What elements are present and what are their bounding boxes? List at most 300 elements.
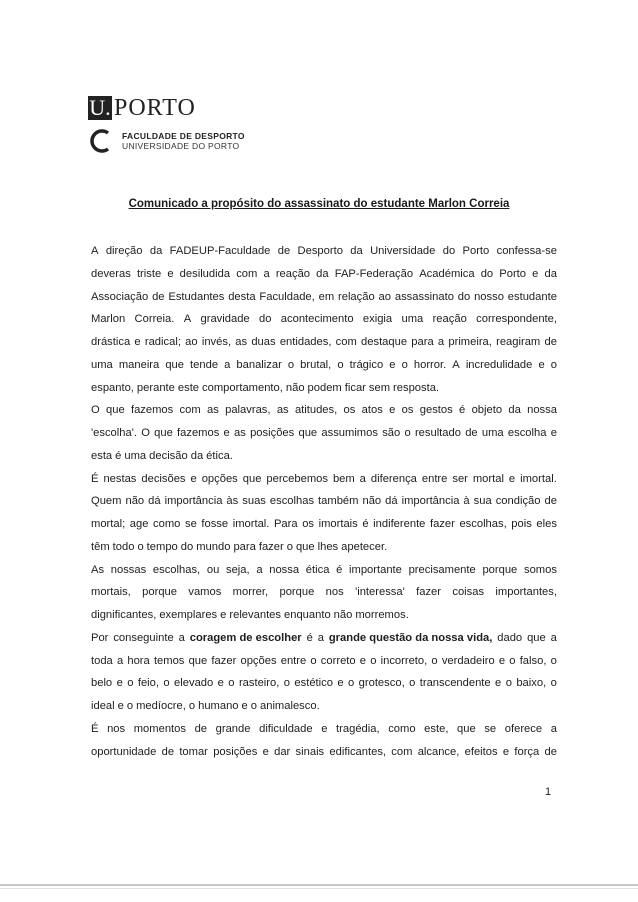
word: os xyxy=(401,404,414,417)
word: eles xyxy=(536,518,557,530)
word: suas xyxy=(242,495,266,508)
word: e xyxy=(532,267,539,280)
text-line xyxy=(91,286,557,309)
word: assumimos xyxy=(321,427,378,439)
word: e xyxy=(134,336,141,348)
word: sem xyxy=(368,381,391,394)
word: acontecimento xyxy=(280,313,354,326)
word: exigia xyxy=(362,313,393,326)
text-line xyxy=(91,672,557,695)
word: podem xyxy=(307,381,342,394)
word: dignificantes, xyxy=(91,609,157,621)
word: escolhas, xyxy=(459,518,507,530)
word: decisões xyxy=(141,472,186,485)
word: elevado xyxy=(174,677,214,690)
word: opções xyxy=(240,654,277,667)
word: que xyxy=(154,427,173,439)
word: e xyxy=(337,677,344,690)
word: é xyxy=(362,518,369,530)
word: correto xyxy=(320,654,356,667)
word: as xyxy=(276,404,289,417)
word: a xyxy=(550,631,557,644)
word: relevantes xyxy=(229,609,281,621)
word: escolhas, xyxy=(152,563,201,576)
word: nos xyxy=(107,722,126,735)
word: triste xyxy=(136,267,162,280)
word: e xyxy=(241,700,248,712)
word: uma xyxy=(401,313,424,326)
word: trágico xyxy=(349,358,384,371)
word: as xyxy=(235,336,248,348)
word: gestos xyxy=(419,404,453,417)
word: Marlon xyxy=(91,313,126,326)
logo-wordmark: PORTO xyxy=(114,95,196,121)
word: se xyxy=(184,518,197,530)
word: se xyxy=(484,722,497,735)
word: duas xyxy=(251,336,276,348)
word: resultado xyxy=(414,427,461,439)
word: baixo, xyxy=(516,677,547,690)
text-line xyxy=(91,240,557,263)
word: as xyxy=(234,427,246,439)
word: o xyxy=(287,358,295,371)
word: 'escolha'. xyxy=(91,427,137,439)
word: não xyxy=(285,381,305,394)
word: e xyxy=(359,654,367,667)
word: imortal. xyxy=(232,518,270,530)
word: com xyxy=(236,267,258,280)
word: A xyxy=(91,245,99,257)
word: que xyxy=(295,540,315,553)
word: Académica xyxy=(419,267,475,280)
word: morremos. xyxy=(355,609,409,621)
word: Correia. xyxy=(134,313,175,326)
text-line xyxy=(91,559,557,582)
text-line xyxy=(91,468,557,491)
word: FADEUP-Faculdade xyxy=(169,245,271,257)
word: palavras, xyxy=(225,404,271,417)
word: verdadeiro xyxy=(441,654,495,667)
word: com xyxy=(179,404,201,417)
word: a xyxy=(263,267,270,280)
faculty-logo xyxy=(88,128,245,154)
word: oportunidade xyxy=(91,745,157,758)
word: animalesco. xyxy=(260,700,320,712)
document-title: Comunicado a propósito do assassinato do estudante Marlon Correia xyxy=(128,198,510,210)
word: ética xyxy=(305,563,330,576)
word: feio, xyxy=(137,677,159,690)
word: é xyxy=(336,563,343,576)
word: oferece xyxy=(504,722,543,735)
word: age xyxy=(129,518,149,530)
word: dar xyxy=(274,745,291,758)
word: drástica xyxy=(91,336,131,348)
text-line xyxy=(91,490,557,513)
word: o xyxy=(163,677,170,690)
word: posições xyxy=(250,427,295,439)
word: fazer xyxy=(429,518,455,530)
word: o xyxy=(337,358,344,371)
word: reação xyxy=(275,267,311,280)
word: fosse xyxy=(201,518,229,530)
word: entre xyxy=(280,654,307,667)
word: enquanto xyxy=(284,609,331,621)
word: incredulidade xyxy=(465,358,533,371)
word: de xyxy=(465,427,478,439)
word: É xyxy=(91,722,99,735)
word: correspondente, xyxy=(476,313,557,326)
word: espanto, xyxy=(91,381,134,394)
word: maneira xyxy=(118,358,160,371)
word: nos xyxy=(325,586,344,599)
word: As xyxy=(91,563,105,576)
word: do xyxy=(258,313,272,326)
word: e xyxy=(117,700,124,712)
word: de xyxy=(152,290,165,303)
word: O xyxy=(91,404,100,417)
word: precisamente xyxy=(408,563,476,576)
word: importante xyxy=(349,563,402,576)
word: o xyxy=(401,358,408,371)
word: Porto xyxy=(499,267,527,280)
word: a xyxy=(116,654,124,667)
word: humano xyxy=(198,700,239,712)
word: do xyxy=(442,245,456,257)
word: do xyxy=(480,267,494,280)
word: todo xyxy=(112,540,135,553)
word: o xyxy=(409,677,416,690)
word: têm xyxy=(91,540,110,553)
word: nosso xyxy=(474,290,504,303)
word: da xyxy=(190,449,204,462)
word: ao xyxy=(378,290,391,303)
word: e xyxy=(220,609,227,621)
word: como xyxy=(388,722,416,735)
word: invés, xyxy=(201,336,232,348)
word: os xyxy=(343,404,356,417)
word: Desporto xyxy=(297,245,343,257)
word: a xyxy=(359,472,366,485)
word: que xyxy=(527,631,546,644)
word: é xyxy=(306,631,313,644)
word: A xyxy=(183,313,192,326)
word: mortal; xyxy=(91,518,126,530)
word: dificuldade xyxy=(259,722,313,735)
word: radical; xyxy=(144,336,181,348)
word: dá xyxy=(385,495,398,508)
word: estudante xyxy=(507,290,557,303)
word: É xyxy=(91,472,99,485)
word: momentos xyxy=(133,722,186,735)
word: o xyxy=(310,654,317,667)
word: Para xyxy=(273,518,298,530)
word: e xyxy=(502,745,510,758)
word: pois xyxy=(511,518,532,530)
word: Associação xyxy=(91,290,149,303)
word: incorreto, xyxy=(380,654,428,667)
word: porque xyxy=(279,586,315,599)
word: é xyxy=(115,449,122,462)
word: a xyxy=(178,631,185,644)
text-line xyxy=(91,581,557,604)
text-line xyxy=(91,627,557,650)
word: importância xyxy=(164,495,223,508)
word: temos xyxy=(153,654,185,667)
word: efeitos xyxy=(464,745,498,758)
word: nossa xyxy=(269,563,300,576)
word: belo xyxy=(91,677,113,690)
word: e xyxy=(538,358,545,371)
word: ideal xyxy=(91,700,115,712)
word: e xyxy=(321,722,328,735)
word: não xyxy=(125,495,145,508)
word: importantes, xyxy=(495,586,557,599)
word: que xyxy=(298,427,318,439)
word: e xyxy=(495,677,502,690)
word: o xyxy=(127,677,134,690)
word: e xyxy=(116,677,123,690)
word: não xyxy=(362,495,382,508)
word: bem xyxy=(332,472,355,485)
word: indiferente xyxy=(373,518,426,530)
text-line xyxy=(91,650,557,673)
word: estético xyxy=(294,677,333,690)
word: ser xyxy=(452,472,468,485)
word: e xyxy=(389,358,396,371)
word: objeto xyxy=(471,404,503,417)
word: tomar xyxy=(179,745,208,758)
text-line xyxy=(91,331,557,354)
word: o xyxy=(550,358,557,371)
word: que xyxy=(165,358,184,371)
word: seja, xyxy=(225,563,250,576)
word: uma xyxy=(481,427,504,439)
word: grande questão da nossa vida, xyxy=(328,631,493,644)
word: a xyxy=(437,336,445,348)
word: ao xyxy=(185,336,198,348)
word: que xyxy=(242,472,262,485)
university-name: UNIVERSIDADE DO PORTO xyxy=(122,141,240,151)
word: o xyxy=(126,700,134,712)
word: do xyxy=(457,290,471,303)
word: uma xyxy=(91,358,113,371)
word: mundo xyxy=(196,540,231,553)
faculty-ring-icon xyxy=(88,128,114,154)
word: nossa xyxy=(527,404,557,417)
word: da xyxy=(316,267,329,280)
word: coragem de escolher xyxy=(189,631,302,644)
word: para xyxy=(233,540,256,553)
word: lhes xyxy=(317,540,339,553)
word: grotesco, xyxy=(358,677,405,690)
word: também xyxy=(318,495,359,508)
word: o xyxy=(431,654,438,667)
word: nossas xyxy=(110,563,147,576)
word: às xyxy=(226,495,239,508)
word: de xyxy=(544,745,557,758)
word: o xyxy=(550,654,557,667)
word: o xyxy=(188,700,196,712)
word: uma xyxy=(124,449,147,462)
word: de xyxy=(194,722,208,735)
word: o xyxy=(286,540,293,553)
word: este, xyxy=(424,722,449,735)
text-line xyxy=(91,263,557,286)
word: a xyxy=(550,722,557,735)
word: fazemos xyxy=(130,404,174,417)
word: brutal, xyxy=(300,358,332,371)
word: Faculdade, xyxy=(259,290,315,303)
word: transcendente xyxy=(419,677,491,690)
page-edge-line-secondary xyxy=(0,888,638,889)
word: a xyxy=(256,563,263,576)
word: Quem xyxy=(91,495,122,508)
word: posições xyxy=(213,745,258,758)
word: o xyxy=(509,654,516,667)
word: opções xyxy=(201,472,238,485)
word: entre xyxy=(421,472,448,485)
text-line xyxy=(91,399,557,422)
word: à xyxy=(463,495,470,508)
word: o xyxy=(505,677,512,690)
word: ou xyxy=(206,563,220,576)
word: mortais, xyxy=(91,586,131,599)
text-line xyxy=(91,354,557,377)
word: e xyxy=(498,654,506,667)
word: e xyxy=(389,404,396,417)
word: fazer xyxy=(211,654,237,667)
word: rasteiro, xyxy=(238,677,280,690)
word: do xyxy=(180,540,194,553)
word: deveras xyxy=(91,267,131,280)
word: é xyxy=(459,404,466,417)
word: a xyxy=(317,631,324,644)
word: o xyxy=(250,700,257,712)
word: os xyxy=(302,518,315,530)
word: reagiram xyxy=(496,336,541,348)
word: A xyxy=(452,358,460,371)
word: da xyxy=(508,404,521,417)
word: percebemos xyxy=(266,472,328,485)
word: sinais xyxy=(295,745,325,758)
word: e xyxy=(217,677,224,690)
text-line xyxy=(91,536,557,559)
word: escolha xyxy=(507,427,547,439)
word: relação xyxy=(338,290,375,303)
word: de xyxy=(277,245,291,257)
word: 'interessa' xyxy=(355,586,405,599)
word: de xyxy=(544,336,557,348)
word: o xyxy=(370,654,377,667)
word: e xyxy=(223,427,230,439)
word: confessa-se xyxy=(496,245,557,257)
word: esta xyxy=(91,449,113,462)
word: dado xyxy=(497,631,523,644)
word: Universidade xyxy=(370,245,436,257)
word: hora xyxy=(127,654,150,667)
word: e xyxy=(190,472,197,485)
word: medíocre, xyxy=(136,700,186,712)
word: desta xyxy=(228,290,256,303)
word: o xyxy=(283,677,290,690)
word: vamos xyxy=(188,586,222,599)
word: da xyxy=(544,267,557,280)
word: e xyxy=(167,267,174,280)
word: o xyxy=(228,677,235,690)
word: somos xyxy=(523,563,557,576)
word: com xyxy=(335,336,357,348)
word: toda xyxy=(91,654,113,667)
word: e xyxy=(262,745,269,758)
word: o xyxy=(404,427,411,439)
word: decisão xyxy=(149,449,188,462)
word: perante xyxy=(136,381,175,394)
word: sua xyxy=(473,495,492,508)
word: imortais xyxy=(318,518,358,530)
word: e xyxy=(508,472,516,485)
body-text xyxy=(91,240,557,763)
word: não xyxy=(333,609,353,621)
word: porque xyxy=(482,563,518,576)
word: Estudantes xyxy=(168,290,225,303)
text-line xyxy=(91,718,557,741)
word: edificantes, xyxy=(329,745,387,758)
word: da xyxy=(149,245,163,257)
word: a xyxy=(224,358,231,371)
word: destaque xyxy=(361,336,408,348)
word: este xyxy=(177,381,200,394)
word: fazer xyxy=(258,540,284,553)
word: banalizar xyxy=(236,358,282,371)
word: o xyxy=(348,677,355,690)
word: força xyxy=(514,745,540,758)
word: alcance, xyxy=(417,745,460,758)
word: grande xyxy=(215,722,251,735)
word: da xyxy=(350,245,363,257)
word: de xyxy=(544,495,557,508)
word: que xyxy=(188,654,208,667)
word: assassinato xyxy=(394,290,454,303)
word: dá xyxy=(148,495,161,508)
word: atos xyxy=(361,404,383,417)
word: importância xyxy=(401,495,460,508)
word: diferença xyxy=(370,472,417,485)
word: como xyxy=(153,518,181,530)
word: FAP-Federação xyxy=(334,267,414,280)
text-line xyxy=(91,741,557,764)
word: atitudes, xyxy=(294,404,338,417)
word: tende xyxy=(190,358,219,371)
word: morrer, xyxy=(232,586,269,599)
word: horror. xyxy=(413,358,447,371)
word: que xyxy=(106,404,125,417)
word: condição xyxy=(495,495,541,508)
word: imortal. xyxy=(520,472,557,485)
text-line xyxy=(91,422,557,445)
word: exemplares xyxy=(159,609,218,621)
word: ficar xyxy=(344,381,366,394)
word: fazer xyxy=(416,586,441,599)
word: Porto xyxy=(462,245,490,257)
word: gravidade xyxy=(200,313,250,326)
word: com xyxy=(391,745,413,758)
word: porque xyxy=(142,586,177,599)
word: falso, xyxy=(519,654,547,667)
word: Por xyxy=(91,631,109,644)
word: escolhas xyxy=(269,495,315,508)
word: O xyxy=(141,427,150,439)
word: para xyxy=(411,336,434,348)
